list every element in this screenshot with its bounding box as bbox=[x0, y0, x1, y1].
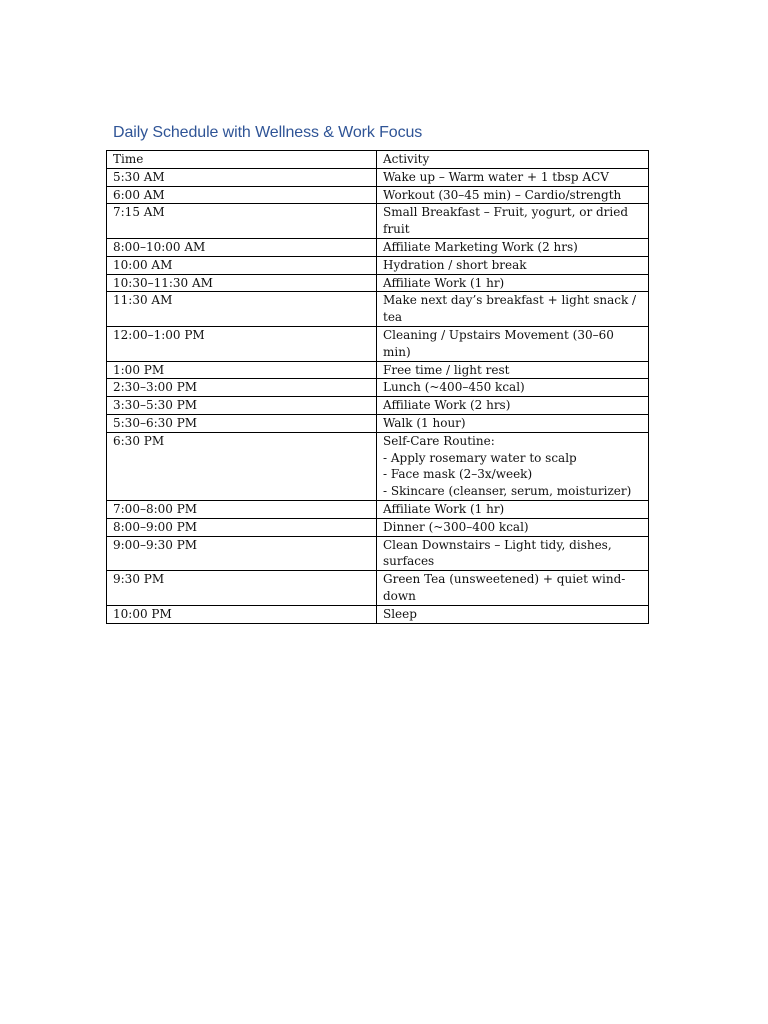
document-title: Daily Schedule with Wellness & Work Focus bbox=[113, 124, 423, 141]
schedule-table-body bbox=[107, 168, 649, 623]
time-cell: 11:30 AM bbox=[107, 292, 377, 327]
time-cell: 6:30 PM bbox=[107, 432, 377, 500]
table-row bbox=[107, 168, 649, 186]
activity-cell bbox=[377, 186, 649, 204]
table-row bbox=[107, 414, 649, 432]
activity-cell bbox=[377, 361, 649, 379]
activity-cell bbox=[377, 274, 649, 292]
activity-line: - Skincare (cleanser, serum, moisturizer) bbox=[383, 484, 632, 499]
activity-cell bbox=[377, 379, 649, 397]
activity-cell bbox=[377, 518, 649, 536]
table-header-row bbox=[107, 151, 649, 169]
table-row bbox=[107, 397, 649, 415]
activity-line: Small Breakfast – Fruit, yogurt, or dried bbox=[383, 205, 629, 220]
time-cell: 3:30–5:30 PM bbox=[107, 397, 377, 415]
column-header-activity: Activity bbox=[377, 151, 649, 169]
table-row bbox=[107, 292, 649, 327]
table-row bbox=[107, 432, 649, 500]
activity-line: Walk (1 hour) bbox=[383, 415, 466, 430]
table-row bbox=[107, 500, 649, 518]
time-cell: 5:30 AM bbox=[107, 168, 377, 186]
time-cell: 10:00 AM bbox=[107, 256, 377, 274]
table-row bbox=[107, 536, 649, 571]
activity-line: Clean Downstairs – Light tidy, dishes, bbox=[383, 537, 612, 552]
activity-cell bbox=[377, 571, 649, 606]
activity-line: - Face mask (2–3x/week) bbox=[383, 467, 533, 482]
time-cell: 12:00–1:00 PM bbox=[107, 326, 377, 361]
table-row bbox=[107, 518, 649, 536]
activity-line: Self-Care Routine: bbox=[383, 433, 495, 448]
activity-line: Workout (30–45 min) – Cardio/strength bbox=[383, 187, 622, 202]
activity-line: Dinner (~300–400 kcal) bbox=[383, 519, 529, 534]
time-cell: 7:00–8:00 PM bbox=[107, 500, 377, 518]
activity-cell bbox=[377, 168, 649, 186]
activity-cell bbox=[377, 605, 649, 623]
activity-line: surfaces bbox=[383, 554, 435, 569]
time-cell: 1:00 PM bbox=[107, 361, 377, 379]
activity-cell bbox=[377, 238, 649, 256]
time-cell: 10:30–11:30 AM bbox=[107, 274, 377, 292]
activity-line: Cleaning / Upstairs Movement (30–60 min) bbox=[383, 327, 614, 359]
activity-line: Affiliate Work (1 hr) bbox=[383, 275, 505, 290]
time-cell: 9:00–9:30 PM bbox=[107, 536, 377, 571]
activity-line: Affiliate Work (1 hr) bbox=[383, 501, 505, 516]
activity-line: Affiliate Work (2 hrs) bbox=[383, 398, 511, 413]
schedule-table bbox=[106, 150, 649, 624]
time-cell: 5:30–6:30 PM bbox=[107, 414, 377, 432]
activity-cell bbox=[377, 500, 649, 518]
table-row bbox=[107, 605, 649, 623]
time-cell: 8:00–10:00 AM bbox=[107, 238, 377, 256]
activity-cell bbox=[377, 432, 649, 500]
time-cell: 10:00 PM bbox=[107, 605, 377, 623]
table-row bbox=[107, 326, 649, 361]
table-row bbox=[107, 238, 649, 256]
activity-line: Sleep bbox=[383, 606, 417, 621]
activity-cell bbox=[377, 536, 649, 571]
activity-line: Lunch (~400–450 kcal) bbox=[383, 380, 525, 395]
column-header-time: Time bbox=[107, 151, 377, 169]
table-row bbox=[107, 204, 649, 239]
activity-cell bbox=[377, 397, 649, 415]
activity-line: Make next day’s breakfast + light snack / bbox=[383, 293, 637, 308]
table-row bbox=[107, 379, 649, 397]
activity-line: Affiliate Marketing Work (2 hrs) bbox=[383, 239, 578, 254]
table-row bbox=[107, 186, 649, 204]
activity-cell bbox=[377, 204, 649, 239]
time-cell: 7:15 AM bbox=[107, 204, 377, 239]
activity-line: Green Tea (unsweetened) + quiet wind- bbox=[383, 572, 626, 587]
time-cell: 6:00 AM bbox=[107, 186, 377, 204]
time-cell: 9:30 PM bbox=[107, 571, 377, 606]
activity-cell bbox=[377, 256, 649, 274]
activity-cell bbox=[377, 326, 649, 361]
activity-line: - Apply rosemary water to scalp bbox=[383, 450, 577, 465]
time-cell: 2:30–3:00 PM bbox=[107, 379, 377, 397]
table-row bbox=[107, 256, 649, 274]
activity-line: Free time / light rest bbox=[383, 362, 510, 377]
table-row bbox=[107, 571, 649, 606]
activity-line: tea bbox=[383, 310, 403, 325]
table-row bbox=[107, 274, 649, 292]
activity-cell bbox=[377, 414, 649, 432]
table-row bbox=[107, 361, 649, 379]
activity-cell bbox=[377, 292, 649, 327]
activity-line: down bbox=[383, 588, 416, 603]
activity-line: fruit bbox=[383, 222, 410, 237]
activity-line: Wake up – Warm water + 1 tbsp ACV bbox=[383, 169, 609, 184]
activity-line: Hydration / short break bbox=[383, 257, 527, 272]
time-cell: 8:00–9:00 PM bbox=[107, 518, 377, 536]
